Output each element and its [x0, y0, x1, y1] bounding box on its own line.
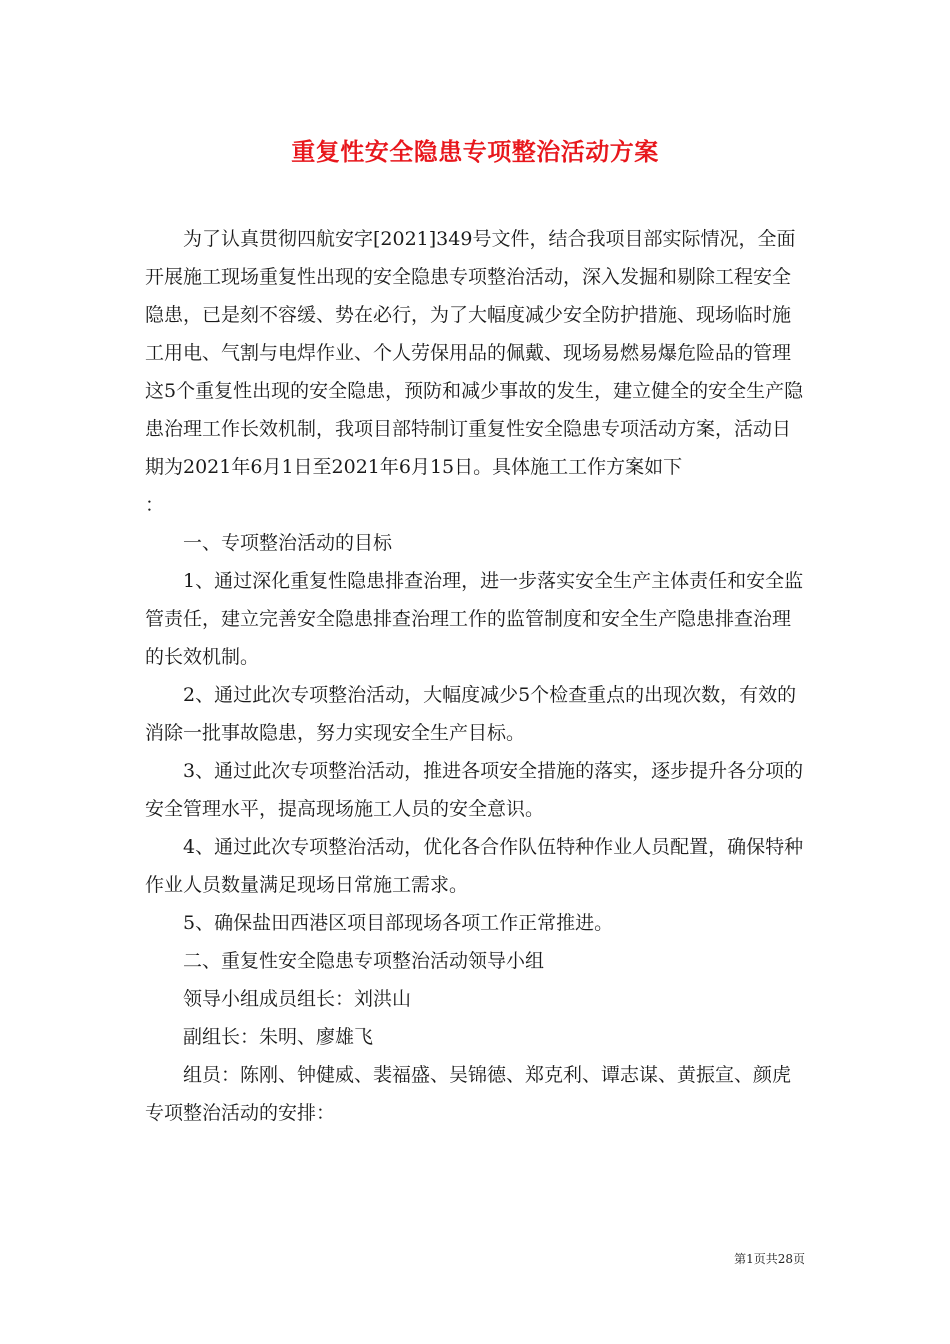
leader-line: 领导小组成员组长：刘洪山	[183, 988, 412, 1010]
members-line: 组员：陈刚、钟健威、裴福盛、吴锦德、郑克利、谭志谋、黄振宣、颜虎专项整治活动的安排：	[145, 1064, 792, 1124]
goal-item-4: 4、通过此次专项整治活动，优化各合作队伍特种作业人员配置，确保特种作业人员数量满足现场日常施工需求。	[145, 836, 804, 896]
goal-item-1: 1、通过深化重复性隐患排查治理，进一步落实安全生产主体责任和安全监管责任，建立完善安全隐患排查治理工作的监管制度和安全生产隐患排查治理的长效机制。	[145, 570, 804, 668]
goal-item-2: 2、通过此次专项整治活动，大幅度减少5个检查重点的出现次数，有效的消除一批事故隐患，努力实现安全生产目标。	[145, 684, 797, 744]
goal-item-3: 3、通过此次专项整治活动，推进各项安全措施的落实，逐步提升各分项的安全管理水平，提高现场施工人员的安全意识。	[145, 760, 804, 820]
document-body	[145, 220, 805, 1132]
intro-colon: ：	[145, 494, 165, 516]
page-number: 第1页共28页	[734, 1252, 805, 1266]
section-heading-goals: 一、专项整治活动的目标	[183, 532, 393, 554]
section-heading-leadership: 二、重复性安全隐患专项整治活动领导小组	[183, 950, 545, 972]
document-title: 重复性安全隐患专项整治活动方案	[291, 137, 659, 166]
goal-item-5: 5、确保盐田西港区项目部现场各项工作正常推进。	[183, 912, 614, 934]
deputy-leader-line: 副组长：朱明、廖雄飞	[183, 1026, 374, 1048]
intro-paragraph: 为了认真贯彻四航安字[2021]349号文件，结合我项目部实际情况，全面开展施工现场重复性出现的安全隐患专项整治活动，深入发掘和剔除工程安全隐患，已是刻不容缓、势在必行，为了大幅度减少安全防护措施、现场临时施工用电、气割与电焊作业、个人劳保用品的佩戴、现场易燃易爆危险品的管理这5个重复性出现的安全隐患，预防和减少事故的发生，建立健全的安全生产隐患治理工作长效机制，我项目部特制订重复性安全隐患专项活动方案，活动日期为2021年6月1日至2021年6月15日。具体施工工作方案如下	[145, 228, 804, 478]
